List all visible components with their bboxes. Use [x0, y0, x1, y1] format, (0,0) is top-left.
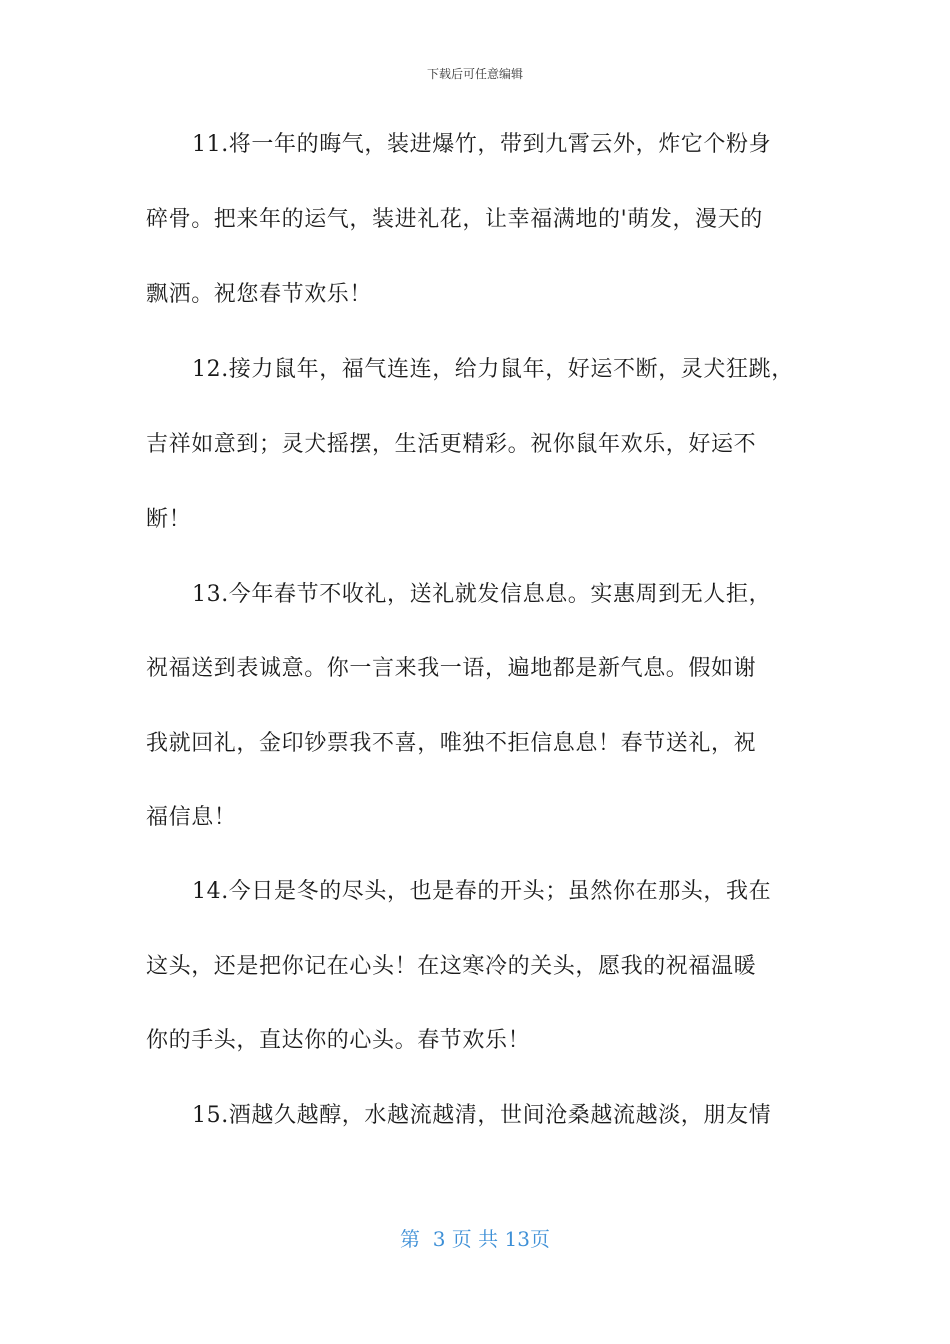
- paragraph-line: 12.接力鼠年，福气连连，给力鼠年，好运不断，灵犬狂跳，: [192, 357, 794, 382]
- header-note: 下载后可任意编辑: [426, 67, 523, 81]
- paragraph-line: 15.酒越久越醇，水越流越清，世间沧桑越流越淡，朋友情: [192, 1103, 772, 1128]
- paragraph-line: 祝福送到表诚意。你一言来我一语，遍地都是新气息。假如谢: [146, 656, 757, 681]
- paragraph-line: 11.将一年的晦气，装进爆竹，带到九霄云外，炸它个粉身: [192, 132, 772, 157]
- paragraph-line: 碎骨。把来年的运气，装进礼花，让幸福满地的'萌发，漫天的: [146, 207, 763, 232]
- paragraph-line: 断！: [146, 507, 192, 532]
- paragraph-line: 福信息！: [146, 805, 237, 830]
- paragraph-line: 这头，还是把你记在心头！在这寒冷的关头，愿我的祝福温暖: [146, 954, 757, 979]
- paragraph-line: 吉祥如意到；灵犬摇摆，生活更精彩。祝你鼠年欢乐，好运不: [146, 432, 757, 457]
- paragraph-line: 你的手头，直达你的心头。春节欢乐！: [146, 1028, 531, 1053]
- paragraph-line: 我就回礼，金印钞票我不喜，唯独不拒信息息！春节送礼，祝: [146, 731, 757, 756]
- paragraph-line: 13.今年春节不收礼，送礼就发信息息。实惠周到无人拒，: [192, 582, 772, 607]
- paragraph-line: 飘洒。祝您春节欢乐！: [146, 282, 373, 307]
- page-number-footer: 第 3 页 共 13页: [400, 1227, 550, 1251]
- paragraph-line: 14.今日是冬的尽头，也是春的开头；虽然你在那头，我在: [192, 879, 772, 904]
